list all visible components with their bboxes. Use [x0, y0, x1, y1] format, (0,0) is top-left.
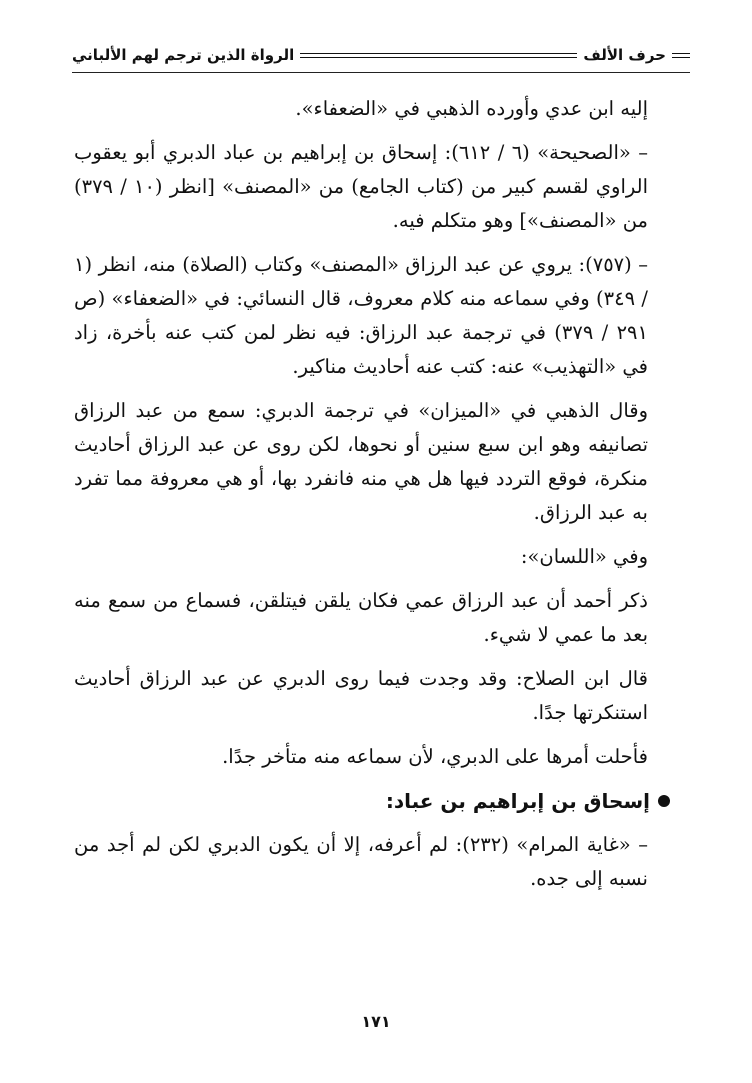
paragraph: وفي «اللسان»:	[520, 545, 648, 568]
page-number: ١٧١	[361, 1012, 391, 1031]
paragraph: وقال الذهبي في «الميزان» في ترجمة الدبري: سمع من عبد الرزاق تصانيفه وهو ابن سبع سنين أو نحوها، لكن روى عن عبد الرزاق أحاديث منكرة، فوقع التردد فيها هل هي منه فانفرد بها، أو هي معروفة مما تفرد به عبد الرزاق.	[74, 399, 648, 524]
entry-heading-text: إسحاق بن إبراهيم بن عباد:	[385, 789, 650, 813]
paragraph: – (٧٥٧): يروي عن عبد الرزاق «المصنف» وكتاب (الصلاة) منه، انظر (١ / ٣٤٩) وفي سماعه منه كلام معروف، قال النسائي: في «الضعفاء» (ص ٢٩١ / ٣٧٩) في ترجمة عبد الرزاق: فيه نظر لمن كتب عنه بأخرة، زاد في «التهذيب» عنه: كتب عنه أحاديث مناكير.	[74, 253, 649, 378]
header-chapter: حرف الألف	[583, 46, 666, 64]
page-body	[74, 92, 648, 906]
header-rule-icon	[300, 53, 577, 58]
paragraph: قال ابن الصلاح: وقد وجدت فيما روى الدبري عن عبد الرزاق أحاديث استنكرتها جدًا.	[74, 667, 648, 724]
header-section: الرواة الذين ترجم لهم الألباني	[72, 46, 295, 64]
paragraph: ذكر أحمد أن عبد الرزاق عمي فكان يلقن فيتلقن، فسماع من سمع منه بعد ما عمي لا شيء.	[74, 589, 648, 646]
bullet-icon	[658, 795, 670, 807]
paragraph: – «الصحيحة» (٦ / ٦١٢): إسحاق بن إبراهيم بن عباد الدبري أبو يعقوب الراوي لقسم كبير من (كتاب الجامع) من «المصنف» [انظر (١٠ / ٣٧٩) من «المصنف»] وهو متكلم فيه.	[74, 141, 648, 232]
header-rule-icon	[672, 53, 690, 58]
paragraph: – «غاية المرام» (٢٣٢): لم أعرفه، إلا أن يكون الدبري لكن لم أجد من نسبه إلى جده.	[74, 833, 648, 890]
paragraph: فأحلت أمرها على الدبري، لأن سماعه منه متأخر جدًا.	[222, 745, 648, 768]
paragraph: إليه ابن عدي وأورده الذهبي في «الضعفاء».	[295, 97, 648, 120]
entry-heading	[74, 784, 670, 818]
running-header	[72, 38, 690, 73]
